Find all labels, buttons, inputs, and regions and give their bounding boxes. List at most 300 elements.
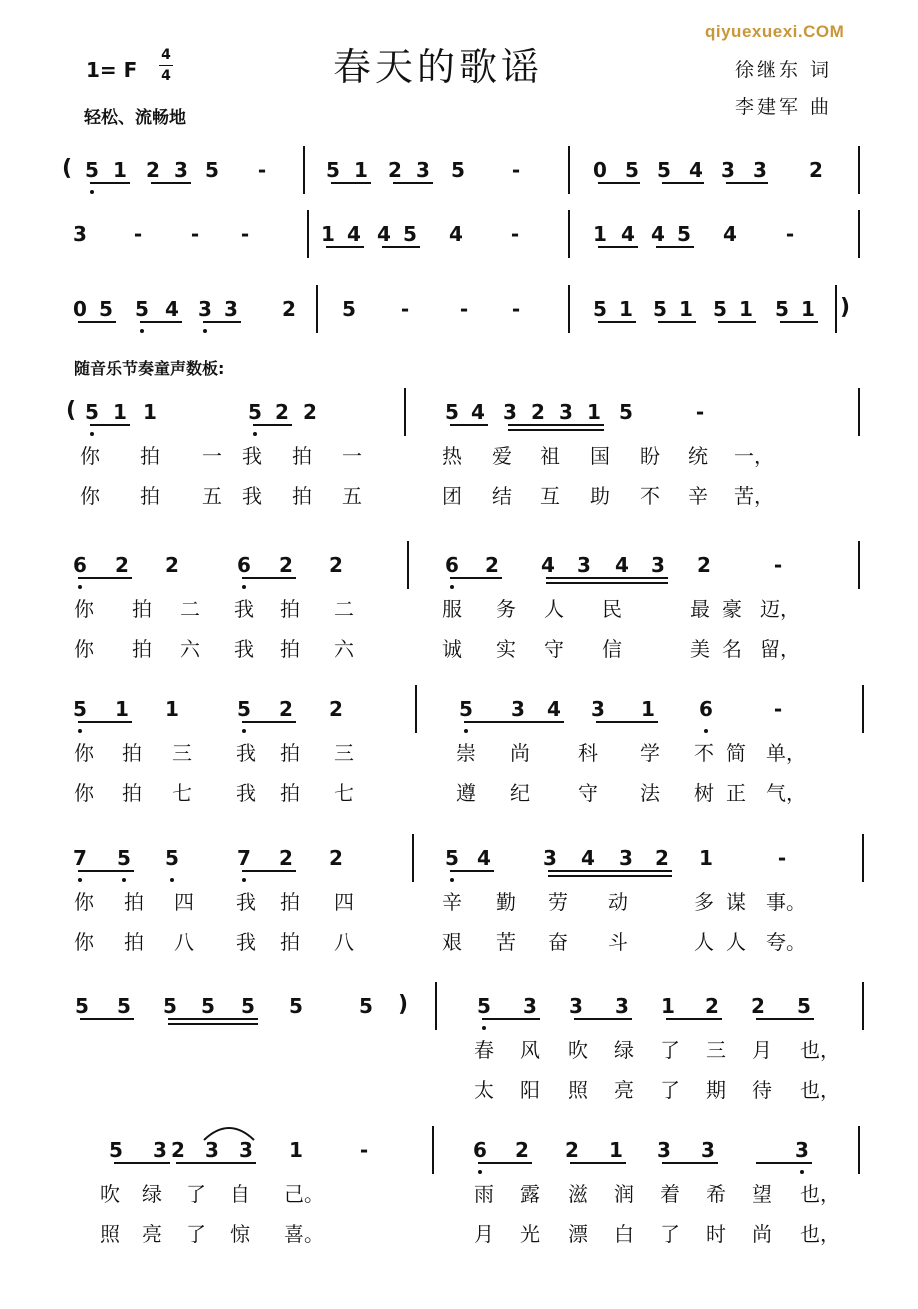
lyric-char: 你 xyxy=(74,741,94,765)
lyric-char: 风 xyxy=(520,1038,540,1062)
note: 1 xyxy=(143,400,157,424)
note: 5 xyxy=(241,994,255,1018)
lyric-char: 美 xyxy=(690,637,710,661)
lyric-char: 惊 xyxy=(230,1222,250,1246)
beam-underline xyxy=(80,1018,134,1020)
note: - xyxy=(257,158,267,182)
lyric-char: 白 xyxy=(614,1222,634,1246)
beam-underline xyxy=(508,429,604,431)
note: 4 xyxy=(347,222,361,246)
note: 5 xyxy=(775,297,789,321)
lyric-char: 结 xyxy=(492,484,512,508)
octave-dot xyxy=(450,585,454,589)
lyric-char: 你 xyxy=(74,930,94,954)
note: 4 xyxy=(547,697,561,721)
note: 4 xyxy=(471,400,485,424)
note: 4 xyxy=(165,297,179,321)
barline xyxy=(858,210,860,258)
barline xyxy=(316,285,318,333)
lyric-char: 拍 xyxy=(132,597,152,621)
barline xyxy=(862,982,864,1030)
note: 2 xyxy=(146,158,160,182)
octave-dot xyxy=(78,585,82,589)
lyric-char: 滋 xyxy=(568,1182,588,1206)
note: 5 xyxy=(248,400,262,424)
note: 2 xyxy=(751,994,765,1018)
note: 3 xyxy=(153,1138,167,1162)
note: 3 xyxy=(619,846,633,870)
lyric-char: 照 xyxy=(568,1078,588,1102)
lyric-char: 信 xyxy=(602,637,622,661)
note: 2 xyxy=(329,846,343,870)
lyric-char: 你 xyxy=(74,781,94,805)
lyric-char: 崇 xyxy=(456,741,476,765)
octave-dot xyxy=(242,878,246,882)
lyric-char: 助 xyxy=(590,484,610,508)
tie-slur xyxy=(200,1122,258,1142)
lyric-char: 简 xyxy=(726,741,746,765)
note: 6 xyxy=(237,553,251,577)
barline xyxy=(568,146,570,194)
lyric-char: 你 xyxy=(80,444,100,468)
barline xyxy=(404,388,406,436)
beam-underline xyxy=(546,582,668,584)
lyric-char: 拍 xyxy=(280,741,300,765)
octave-dot xyxy=(90,432,94,436)
lyric-char: 辛 xyxy=(688,484,708,508)
note: 3 xyxy=(416,158,430,182)
lyric-char: 绿 xyxy=(142,1182,162,1206)
beam-underline xyxy=(662,1162,718,1164)
note: 1 xyxy=(354,158,368,182)
lyric-char: 露 xyxy=(520,1182,540,1206)
lyric-char: 己。 xyxy=(284,1182,324,1206)
lyric-char: 气， xyxy=(766,781,806,805)
beam-underline xyxy=(90,424,130,426)
note: - xyxy=(400,297,410,321)
note: 1 xyxy=(661,994,675,1018)
note: 1 xyxy=(699,846,713,870)
lyric-char: 谋 xyxy=(726,890,746,914)
note: 6 xyxy=(473,1138,487,1162)
note: - xyxy=(459,297,469,321)
lyric-char: 亮 xyxy=(142,1222,162,1246)
note: - xyxy=(133,222,143,246)
beam-underline xyxy=(90,182,130,184)
lyric-char: 四 xyxy=(174,890,194,914)
repeat-open-paren: ( xyxy=(66,398,77,423)
lyric-char: 八 xyxy=(334,930,354,954)
composer-credit: 李建军 曲 xyxy=(735,96,833,118)
note: 4 xyxy=(651,222,665,246)
note: 1 xyxy=(641,697,655,721)
lyric-char: 你 xyxy=(74,597,94,621)
lyric-char: 八 xyxy=(174,930,194,954)
lyric-char: 我 xyxy=(236,930,256,954)
note: 0 xyxy=(73,297,87,321)
lyric-char: 五 xyxy=(202,484,222,508)
lyric-char: 拍 xyxy=(280,781,300,805)
lyric-char: 亮 xyxy=(614,1078,634,1102)
lyric-char: 拍 xyxy=(140,484,160,508)
barline xyxy=(858,1126,860,1174)
repeat-close-paren: ) xyxy=(398,992,409,1017)
lyric-char: 迈， xyxy=(760,597,800,621)
octave-dot xyxy=(704,729,708,733)
note: 5 xyxy=(445,400,459,424)
site-watermark: qiyuexuexi.COM xyxy=(705,22,845,41)
note: 7 xyxy=(73,846,87,870)
note: 2 xyxy=(329,553,343,577)
beam-underline xyxy=(382,246,420,248)
note: 3 xyxy=(543,846,557,870)
octave-dot xyxy=(78,729,82,733)
lyric-char: 我 xyxy=(234,597,254,621)
note: 1 xyxy=(113,400,127,424)
lyric-char: 勤 xyxy=(496,890,516,914)
lyric-char: 我 xyxy=(234,637,254,661)
lyric-char: 我 xyxy=(242,444,262,468)
beam-underline xyxy=(253,424,292,426)
lyric-char: 科 xyxy=(578,741,598,765)
lyric-char: 学 xyxy=(640,741,660,765)
beam-underline xyxy=(78,870,134,872)
section-label: 随音乐节奏童声数板: xyxy=(74,359,225,378)
lyric-char: 动 xyxy=(608,890,628,914)
barline xyxy=(435,982,437,1030)
note: 2 xyxy=(115,553,129,577)
beam-underline xyxy=(176,1162,256,1164)
lyric-char: 我 xyxy=(236,741,256,765)
beam-underline xyxy=(168,1023,258,1025)
barline xyxy=(307,210,309,258)
note: 5 xyxy=(201,994,215,1018)
octave-dot xyxy=(90,190,94,194)
note: 5 xyxy=(73,697,87,721)
note: - xyxy=(511,158,521,182)
note: 5 xyxy=(109,1138,123,1162)
lyric-char: 了 xyxy=(660,1038,680,1062)
note: 3 xyxy=(721,158,735,182)
lyric-char: 三 xyxy=(334,741,354,765)
note: 1 xyxy=(165,697,179,721)
lyric-char: 月 xyxy=(474,1222,494,1246)
lyric-char: 拍 xyxy=(292,484,312,508)
beam-underline xyxy=(331,182,371,184)
lyric-char: 人 xyxy=(694,930,714,954)
note: 1 xyxy=(113,158,127,182)
lyric-char: 拍 xyxy=(124,890,144,914)
lyric-char: 吹 xyxy=(568,1038,588,1062)
note: 3 xyxy=(753,158,767,182)
octave-dot xyxy=(122,878,126,882)
lyric-char: 拍 xyxy=(280,890,300,914)
note: - xyxy=(773,553,783,577)
note: 4 xyxy=(689,158,703,182)
lyric-char: 多 xyxy=(694,890,714,914)
lyric-char: 我 xyxy=(236,781,256,805)
note: 3 xyxy=(73,222,87,246)
note: 5 xyxy=(713,297,727,321)
barline xyxy=(412,834,414,882)
note: 2 xyxy=(171,1138,185,1162)
lyric-char: 法 xyxy=(640,781,660,805)
lyric-char: 互 xyxy=(540,484,560,508)
beam-underline xyxy=(548,870,672,872)
octave-dot xyxy=(478,1170,482,1174)
octave-dot xyxy=(464,729,468,733)
lyric-char: 人 xyxy=(726,930,746,954)
lyric-char: 不 xyxy=(640,484,660,508)
note: 5 xyxy=(359,994,373,1018)
lyric-char: 太 xyxy=(474,1078,494,1102)
lyric-char: 苦， xyxy=(734,484,774,508)
beam-underline xyxy=(666,1018,722,1020)
note: 4 xyxy=(723,222,737,246)
lyric-char: 七 xyxy=(172,781,192,805)
note: - xyxy=(785,222,795,246)
beam-underline xyxy=(450,870,494,872)
note: 3 xyxy=(577,553,591,577)
note: - xyxy=(240,222,250,246)
lyric-char: 我 xyxy=(236,890,256,914)
lyric-char: 一 xyxy=(342,444,362,468)
lyric-char: 你 xyxy=(80,484,100,508)
note: 3 xyxy=(591,697,605,721)
beam-underline xyxy=(662,182,704,184)
note: 3 xyxy=(701,1138,715,1162)
note: 5 xyxy=(135,297,149,321)
lyric-char: 诚 xyxy=(442,637,462,661)
note: - xyxy=(359,1138,369,1162)
time-signature xyxy=(159,47,173,84)
lyric-char: 务 xyxy=(496,597,516,621)
lyric-char: 希 xyxy=(706,1182,726,1206)
beam-underline xyxy=(508,424,604,426)
barline xyxy=(858,541,860,589)
lyric-char: 不 xyxy=(694,741,714,765)
lyric-char: 守 xyxy=(544,637,564,661)
repeat-open-paren: ( xyxy=(62,156,73,181)
note: 3 xyxy=(511,697,525,721)
lyric-char: 尚 xyxy=(510,741,530,765)
note: 5 xyxy=(163,994,177,1018)
song-title: 春天的歌谣 xyxy=(333,45,544,89)
note: 3 xyxy=(205,1138,219,1162)
beam-underline xyxy=(393,182,433,184)
lyric-char: 事。 xyxy=(766,890,806,914)
note: - xyxy=(510,222,520,246)
lyric-char: 拍 xyxy=(122,781,142,805)
beam-underline xyxy=(726,182,768,184)
lyric-char: 单， xyxy=(766,741,806,765)
beam-underline xyxy=(780,321,818,323)
note: 2 xyxy=(515,1138,529,1162)
lyric-char: 照 xyxy=(100,1222,120,1246)
note: 3 xyxy=(224,297,238,321)
note: 2 xyxy=(565,1138,579,1162)
beam-underline xyxy=(482,1018,540,1020)
note: 5 xyxy=(117,994,131,1018)
lyric-char: 统 xyxy=(688,444,708,468)
note: 5 xyxy=(477,994,491,1018)
lyric-char: 树 xyxy=(694,781,714,805)
lyric-char: 盼 xyxy=(640,444,660,468)
note: 4 xyxy=(615,553,629,577)
lyric-char: 热 xyxy=(442,444,462,468)
beam-underline xyxy=(598,182,640,184)
beam-underline xyxy=(756,1162,812,1164)
lyric-char: 拍 xyxy=(122,741,142,765)
beam-underline xyxy=(598,321,636,323)
lyric-char: 拍 xyxy=(280,597,300,621)
lyric-char: 我 xyxy=(242,484,262,508)
note: 4 xyxy=(581,846,595,870)
lyric-char: 了 xyxy=(186,1182,206,1206)
lyric-char: 拍 xyxy=(132,637,152,661)
note: 5 xyxy=(403,222,417,246)
note: 2 xyxy=(303,400,317,424)
lyric-char: 喜。 xyxy=(284,1222,324,1246)
lyric-char: 国 xyxy=(590,444,610,468)
lyric-char: 拍 xyxy=(280,930,300,954)
note: 5 xyxy=(85,158,99,182)
beam-underline xyxy=(78,721,132,723)
lyric-char: 艰 xyxy=(442,930,462,954)
octave-dot xyxy=(170,878,174,882)
barline xyxy=(858,388,860,436)
note: - xyxy=(511,297,521,321)
beam-underline xyxy=(548,875,672,877)
lyric-char: 你 xyxy=(74,637,94,661)
lyric-char: 六 xyxy=(180,637,200,661)
beam-underline xyxy=(242,721,296,723)
note: 0 xyxy=(593,158,607,182)
beam-underline xyxy=(718,321,756,323)
lyric-char: 五 xyxy=(342,484,362,508)
note: 2 xyxy=(275,400,289,424)
lyric-char: 劳 xyxy=(548,890,568,914)
barline xyxy=(568,210,570,258)
lyric-char: 拍 xyxy=(292,444,312,468)
tempo-marking: 轻松、流畅地 xyxy=(84,108,186,128)
note: 2 xyxy=(165,553,179,577)
lyric-char: 三 xyxy=(706,1038,726,1062)
lyric-char: 一 xyxy=(202,444,222,468)
note: 3 xyxy=(559,400,573,424)
note: 5 xyxy=(205,158,219,182)
lyric-char: 期 xyxy=(706,1078,726,1102)
note: - xyxy=(190,222,200,246)
beam-underline xyxy=(242,870,296,872)
beam-underline xyxy=(596,721,658,723)
note: 2 xyxy=(329,697,343,721)
time-signature-bottom: 4 xyxy=(161,68,171,84)
lyric-char: 奋 xyxy=(548,930,568,954)
note: 2 xyxy=(531,400,545,424)
lyric-char: 服 xyxy=(442,597,462,621)
lyric-char: 也， xyxy=(800,1222,840,1246)
note: 6 xyxy=(699,697,713,721)
note: - xyxy=(777,846,787,870)
beam-underline xyxy=(78,321,116,323)
octave-dot xyxy=(140,329,144,333)
lyric-char: 祖 xyxy=(540,444,560,468)
lyric-char: 阳 xyxy=(520,1078,540,1102)
note: 3 xyxy=(657,1138,671,1162)
note: 6 xyxy=(73,553,87,577)
beam-underline xyxy=(78,577,132,579)
note: 2 xyxy=(697,553,711,577)
lyric-char: 六 xyxy=(334,637,354,661)
barline xyxy=(568,285,570,333)
beam-underline xyxy=(242,577,296,579)
octave-dot xyxy=(242,585,246,589)
beam-underline xyxy=(658,321,696,323)
note: 3 xyxy=(615,994,629,1018)
octave-dot xyxy=(482,1026,486,1030)
lyric-char: 正 xyxy=(726,781,746,805)
note: 5 xyxy=(619,400,633,424)
lyric-char: 了 xyxy=(186,1222,206,1246)
note: 3 xyxy=(795,1138,809,1162)
barline xyxy=(858,146,860,194)
note: 5 xyxy=(657,158,671,182)
lyric-char: 拍 xyxy=(140,444,160,468)
note: 5 xyxy=(445,846,459,870)
octave-dot xyxy=(203,329,207,333)
lyric-char: 漂 xyxy=(568,1222,588,1246)
note: 5 xyxy=(593,297,607,321)
note: 2 xyxy=(279,697,293,721)
note: 1 xyxy=(801,297,815,321)
lyric-char: 四 xyxy=(334,890,354,914)
lyric-char: 了 xyxy=(660,1222,680,1246)
lyric-char: 最 xyxy=(690,597,710,621)
note: 5 xyxy=(85,400,99,424)
note: 3 xyxy=(239,1138,253,1162)
octave-dot xyxy=(800,1170,804,1174)
note: 2 xyxy=(388,158,402,182)
beam-underline xyxy=(168,1018,258,1020)
lyric-char: 二 xyxy=(180,597,200,621)
lyric-char: 三 xyxy=(172,741,192,765)
lyric-char: 也， xyxy=(800,1182,840,1206)
lyric-char: 润 xyxy=(614,1182,634,1206)
note: 2 xyxy=(282,297,296,321)
note: 5 xyxy=(451,158,465,182)
lyric-char: 二 xyxy=(334,597,354,621)
note: 5 xyxy=(677,222,691,246)
lyric-char: 团 xyxy=(442,484,462,508)
beam-underline xyxy=(478,1162,532,1164)
octave-dot xyxy=(253,432,257,436)
lyric-char: 绿 xyxy=(614,1038,634,1062)
note: 2 xyxy=(279,846,293,870)
note: 1 xyxy=(619,297,633,321)
note: 5 xyxy=(289,994,303,1018)
repeat-close-paren: ) xyxy=(840,295,851,320)
lyric-char: 春 xyxy=(474,1038,494,1062)
note: 4 xyxy=(449,222,463,246)
beam-underline xyxy=(326,246,364,248)
lyric-char: 待 xyxy=(752,1078,772,1102)
lyric-char: 着 xyxy=(660,1182,680,1206)
beam-underline xyxy=(140,321,182,323)
key-signature: 1= F xyxy=(86,58,138,82)
note: 3 xyxy=(523,994,537,1018)
lyric-char: 实 xyxy=(496,637,516,661)
